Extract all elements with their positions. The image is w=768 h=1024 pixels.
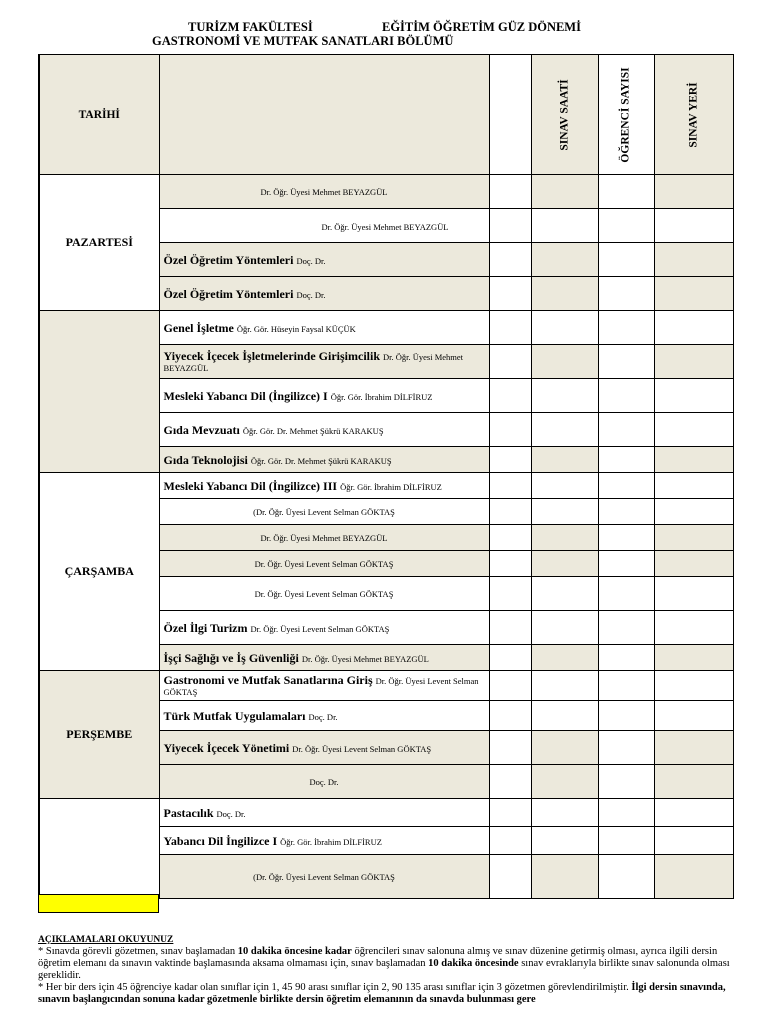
instructor-name: Doç. Dr. [296,255,326,266]
instructor-name: (Dr. Öğr. Üyesi Levent Selman GÖKTAŞ [253,506,395,517]
column-header-exam-room: SINAV YERİ [654,55,733,175]
day-cell-thursday: PERŞEMBE [39,671,159,799]
course-name: Mesleki Yabancı Dil (İngilizce) III [163,478,338,493]
instructor-name: Doç. Dr. [309,776,339,787]
exam-schedule-table [38,54,734,899]
instructor-name: (Dr. Öğr. Üyesi Levent Selman GÖKTAŞ [253,871,395,882]
day-cell-friday [39,799,159,899]
column-header-course [159,55,489,175]
course-name: Gıda Mevzuatı [163,422,240,437]
instructor-name: Öğr. Gör. İbrahim DİLFİRUZ [330,391,433,402]
instructor-name: Dr. Öğr. Üyesi Levent Selman GÖKTAŞ [163,675,479,697]
highlight-cell [38,894,159,913]
course-name: Gıda Teknolojisi [163,452,248,467]
course-name: Türk Mutfak Uygulamaları [163,708,306,723]
course-name: Yiyecek İçecek İşletmelerinde Girişimcilik [163,348,380,363]
instructor-name: Dr. Öğr. Üyesi Mehmet BEYAZGÜL [260,186,388,197]
day-cell-wednesday: ÇARŞAMBA [39,473,159,671]
table-row [39,473,733,499]
table-row [39,799,733,827]
column-header-exam-time: SINAV SAATİ [531,55,598,175]
course-name: Özel Öğretim Yöntemleri [163,286,294,301]
instructor-name: Öğr. Gör. Hüseyin Faysal KÜÇÜK [236,323,356,334]
table-row [39,175,733,209]
day-cell-monday: PAZARTESİ [39,175,159,311]
instructor-name: Dr. Öğr. Üyesi Levent Selman GÖKTAŞ [254,558,394,569]
term-title: EĞİTİM ÖĞRETİM GÜZ DÖNEMİ [382,20,581,34]
instructor-name: Doç. Dr. [296,289,326,300]
table-row [39,311,733,345]
course-name: Mesleki Yabancı Dil (İngilizce) I [163,388,328,403]
instructor-name: Öğr. Gör. Dr. Mehmet Şükrü KARAKUŞ [250,455,392,466]
instructor-name: Öğr. Gör. İbrahim DİLFİRUZ [280,836,382,847]
instructor-name: Doç. Dr. [308,711,338,722]
instructions-title: AÇIKLAMALARI OKUYUNUZ [38,935,174,945]
instructor-name: Dr. Öğr. Üyesi Levent Selman GÖKTAŞ [292,743,432,754]
course-name: Özel Öğretim Yöntemleri [163,252,294,267]
course-name: Yiyecek İçecek Yönetimi [163,740,290,755]
department-title: GASTRONOMİ VE MUTFAK SANATLARI BÖLÜMÜ [152,34,454,48]
instructions-paragraph-2: * Her bir ders için 45 öğrenciye kadar olan sınıflar için 1, 45 90 arası sınıflar için 2, 90 135 arası sınıflar için 3 gözetmen görevlendirilmiştir. İlgi dersin sınavında, sınavın başlangıcından sonuna kadar gözetmenle birlikte dersin öğretim elemanının da sınavda bulunması gere [38,982,726,1005]
instructor-name: Dr. Öğr. Üyesi Levent Selman GÖKTAŞ [250,623,390,634]
column-header-date: TARİHİ [39,55,159,175]
instructor-name: Öğr. Gör. İbrahim DİLFİRUZ [340,481,442,492]
course-name: Genel İşletme [163,320,234,335]
instructions-section [38,934,732,1006]
day-cell-tuesday [39,311,159,473]
course-name: Pastacılık [163,805,214,820]
instructor-name: Doç. Dr. [216,808,246,819]
course-name: İşçi Sağlığı ve İş Güvenliği [163,650,299,665]
course-name: Yabancı Dil İngilizce I [163,833,278,848]
instructor-name: Dr. Öğr. Üyesi Mehmet BEYAZGÜL [301,653,429,664]
instructor-name: Dr. Öğr. Üyesi Mehmet BEYAZGÜL [163,351,464,373]
header-row [39,55,733,175]
course-name: Özel İlgi Turizm [163,620,248,635]
instructions-paragraph-1: * Sınavda görevli gözetmen, sınav başlamadan 10 dakika öncesine kadar öğrencileri sınav salonuna almış ve sınav düzenine getirmiş olması, ayrıca ilgili dersin öğretim elemanı da sınavın vaktinde başlamasında aksama olmaması için, sınav başlamadan 10 dakika öncesinde sınav evraklarıyla birlikte sınav salonunda olması gereklidir. [38,946,730,981]
table-row [39,671,733,701]
column-header-blank [489,55,531,175]
instructor-name: Öğr. Gör. Dr. Mehmet Şükrü KARAKUŞ [242,425,384,436]
course-name: Gastronomi ve Mutfak Sanatlarına Giriş [163,672,373,687]
column-header-student-count: ÖĞRENCİ SAYISI [598,55,654,175]
instructor-name: Dr. Öğr. Üyesi Levent Selman GÖKTAŞ [254,588,394,599]
faculty-title: TURİZM FAKÜLTESİ [188,20,313,34]
instructor-name: Dr. Öğr. Üyesi Mehmet BEYAZGÜL [260,532,388,543]
instructor-name: Dr. Öğr. Üyesi Mehmet BEYAZGÜL [321,221,449,232]
